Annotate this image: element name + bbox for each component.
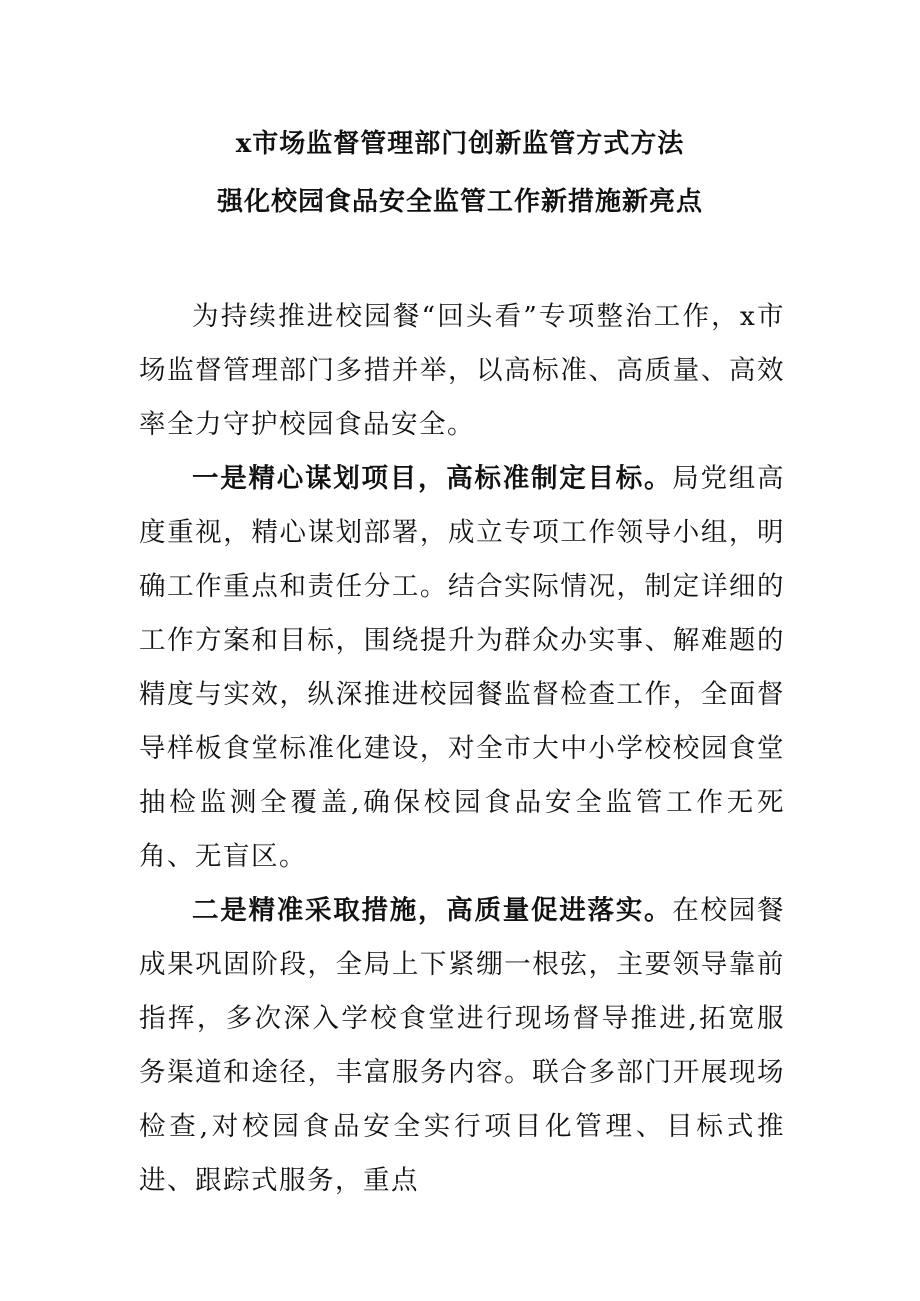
paragraph-text: 局党组高度重视，精心谋划部署，成立专项工作领导小组，明确工作重点和责任分工。结合实际情况，制定详细的工作方案和目标，围绕提升为群众办实事、解难题的精度与实效，纵深推进校园餐监督检查工作，全面督导样板食堂标准化建设，对全市大中小学校校园食堂抽检监测全覆盖,确保校园食品安全监管工作无死角、无盲区。 bbox=[139, 463, 785, 872]
paragraph-point-1 bbox=[139, 452, 785, 884]
paragraph-text: 在校园餐成果巩固阶段，全局上下紧绷一根弦，主要领导靠前指挥，多次深入学校食堂进行现场督导推进,拓宽服务渠道和途径，丰富服务内容。联合多部门开展现场检查,对校园食品安全实行项目化管理、目标式推进、跟踪式服务，重点 bbox=[139, 895, 785, 1196]
document-title-line-1: x市场监督管理部门创新监管方式方法 bbox=[235, 129, 685, 159]
document-body bbox=[139, 290, 785, 1208]
paragraph-text: 为持续推进校园餐“回头看”专项整治工作，x市场监督管理部门多措并举，以高标准、高质量、高效率全力守护校园食品安全。 bbox=[139, 301, 785, 440]
paragraph-point-2 bbox=[139, 884, 785, 1208]
paragraph-lead: 二是精准采取措施，高质量促进落实。 bbox=[192, 895, 673, 926]
paragraph-intro bbox=[139, 290, 785, 452]
paragraph-lead: 一是精心谋划项目，高标准制定目标。 bbox=[192, 463, 673, 494]
document-title-line-2: 强化校园食品安全监管工作新措施新亮点 bbox=[216, 187, 703, 217]
